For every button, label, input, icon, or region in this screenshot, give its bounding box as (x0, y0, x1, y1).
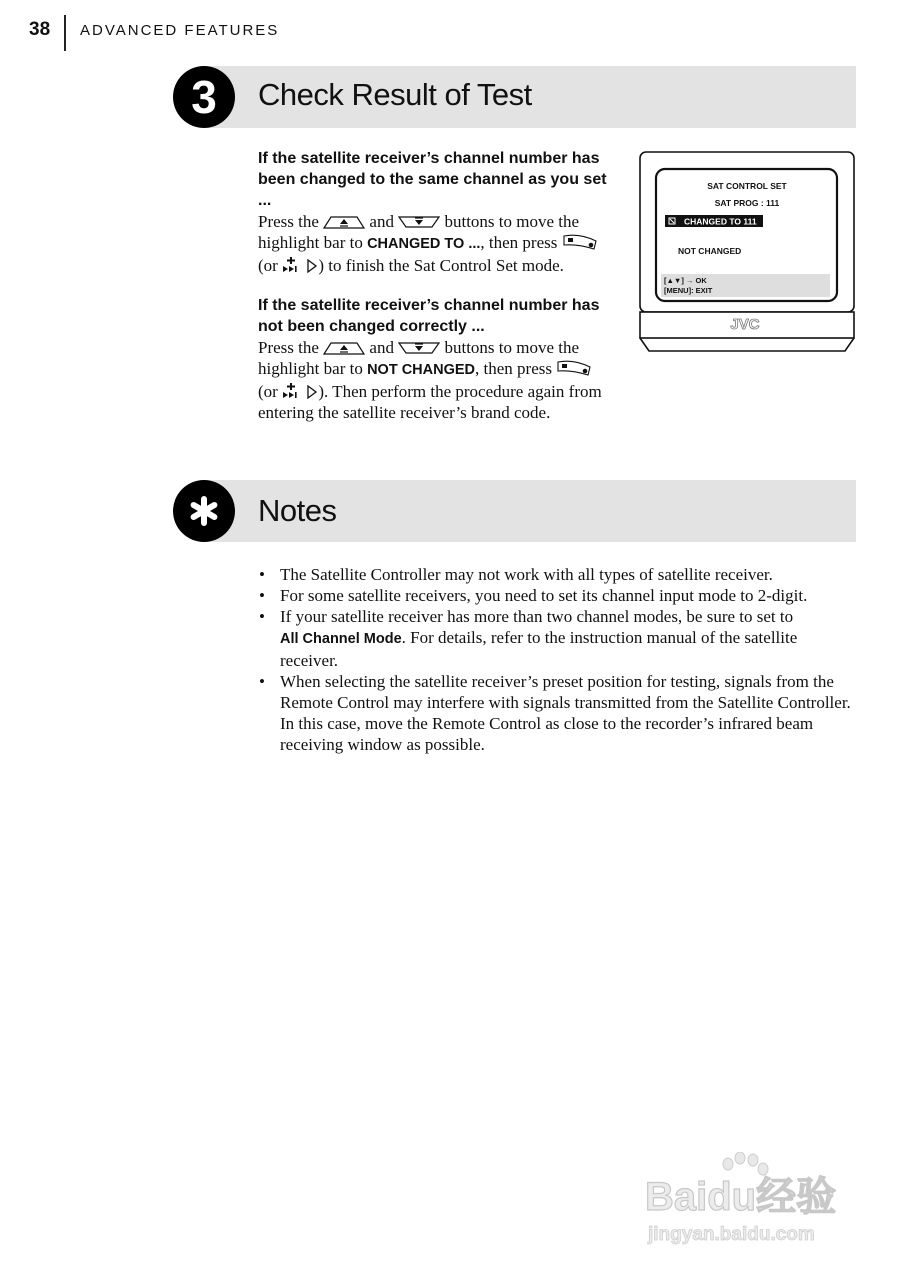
right-arrow-icon (306, 258, 318, 274)
notes-list (258, 564, 854, 755)
note-text: For some satellite receivers, you need to set its channel input mode to 2-digit. (280, 586, 808, 605)
case-2-text-e: ). Then perform the procedure again from entering the satellite receiver’s brand code. (258, 382, 602, 422)
note-text: The Satellite Controller may not work with all types of satellite receiver. (280, 565, 773, 584)
case-1-text-d: (or (258, 256, 278, 275)
case-2-term: NOT CHANGED (367, 362, 476, 378)
baidu-watermark (640, 1152, 860, 1252)
section-label: ADVANCED FEATURES (80, 22, 280, 39)
case-2-text-d: (or (258, 382, 278, 401)
list-item: • If your satellite receiver has more than two channel modes, be sure to set to All Channel Mode. For details, refer to the instruction manual of the satellite receiver. (259, 607, 798, 670)
channel-down-button-icon (398, 340, 440, 356)
watermark-url: jingyan.baidu.com (648, 1224, 815, 1245)
case-1-text-c: , then press (480, 233, 558, 252)
tv-screen-illustration (639, 151, 855, 353)
note-text-rest: . For details, refer to the instruction manual of the satellite receiver. (280, 628, 798, 670)
step-3-title: Check Result of Test (258, 77, 532, 112)
osd-help-line2: [MENU]: EXIT (664, 286, 713, 295)
header-divider (64, 15, 66, 51)
ok-button-icon (562, 233, 598, 251)
watermark-logo: Baidu经验 (645, 1175, 837, 1219)
tv-stand (640, 338, 854, 351)
list-item: • For some satellite receivers, you need to set its channel input mode to 2-digit. (259, 586, 808, 605)
step-3-badge: 3 (173, 66, 235, 128)
notes-title: Notes (258, 493, 337, 528)
note-text: If your satellite receiver has more than two channel modes, be sure to set to (280, 607, 794, 626)
case-1-text-and: and (369, 212, 394, 231)
case-1-term: CHANGED TO ... (367, 236, 481, 252)
asterisk-icon (173, 480, 235, 542)
case-1-text-e: ) to finish the Sat Control Set mode. (318, 256, 564, 275)
osd-option-other: NOT CHANGED (678, 246, 742, 256)
case-1-text-a: Press the (258, 212, 319, 231)
case-2-text-b: buttons to move the highlight bar to (258, 338, 580, 378)
channel-down-button-icon (398, 214, 440, 230)
case-2-instructions (258, 337, 610, 423)
page-number: 38 (29, 19, 51, 40)
osd-prog: SAT PROG : 111 (714, 198, 780, 208)
case-1-text-b: buttons to move the highlight bar to (258, 212, 580, 252)
ok-button-icon (556, 359, 592, 377)
case-1-heading: If the satellite receiver’s channel number has been changed to the same channel as you set ... (258, 150, 607, 209)
note-term: All Channel Mode (280, 631, 402, 647)
plus-skip-icon (282, 256, 302, 274)
step-3-body (258, 148, 610, 423)
case-2-text-c: , then press (475, 359, 552, 378)
osd-help-line1: [▲▼] → OK (664, 276, 707, 285)
case-2-text-and: and (369, 338, 394, 357)
tv-brand-logo: JVC (730, 316, 760, 333)
osd-option-selected: CHANGED TO 111 (684, 216, 757, 227)
right-arrow-icon (306, 384, 318, 400)
case-1-instructions (258, 211, 610, 276)
list-item: • When selecting the satellite receiver’s preset position for testing, signals from the Remote Control may interfere with signals transmitted from the Satellite Controller. In this case, move the Remote Control as close to the recorder’s infrared beam receiving window as possible. (259, 672, 851, 754)
channel-up-button-icon (323, 340, 365, 356)
osd-title: SAT CONTROL SET (707, 181, 787, 191)
case-2-text-a: Press the (258, 338, 319, 357)
channel-up-button-icon (323, 214, 365, 230)
case-2-heading: If the satellite receiver’s channel number has not been changed correctly ... (258, 297, 600, 335)
list-item: • The Satellite Controller may not work with all types of satellite receiver. (259, 565, 773, 584)
note-text: When selecting the satellite receiver’s preset position for testing, signals from the Remote Control may interfere with signals transmitted from the Satellite Controller. In this case, move the Remote Control as close to the recorder’s infrared beam receiving window as possible. (280, 672, 851, 754)
plus-skip-icon (282, 382, 302, 400)
